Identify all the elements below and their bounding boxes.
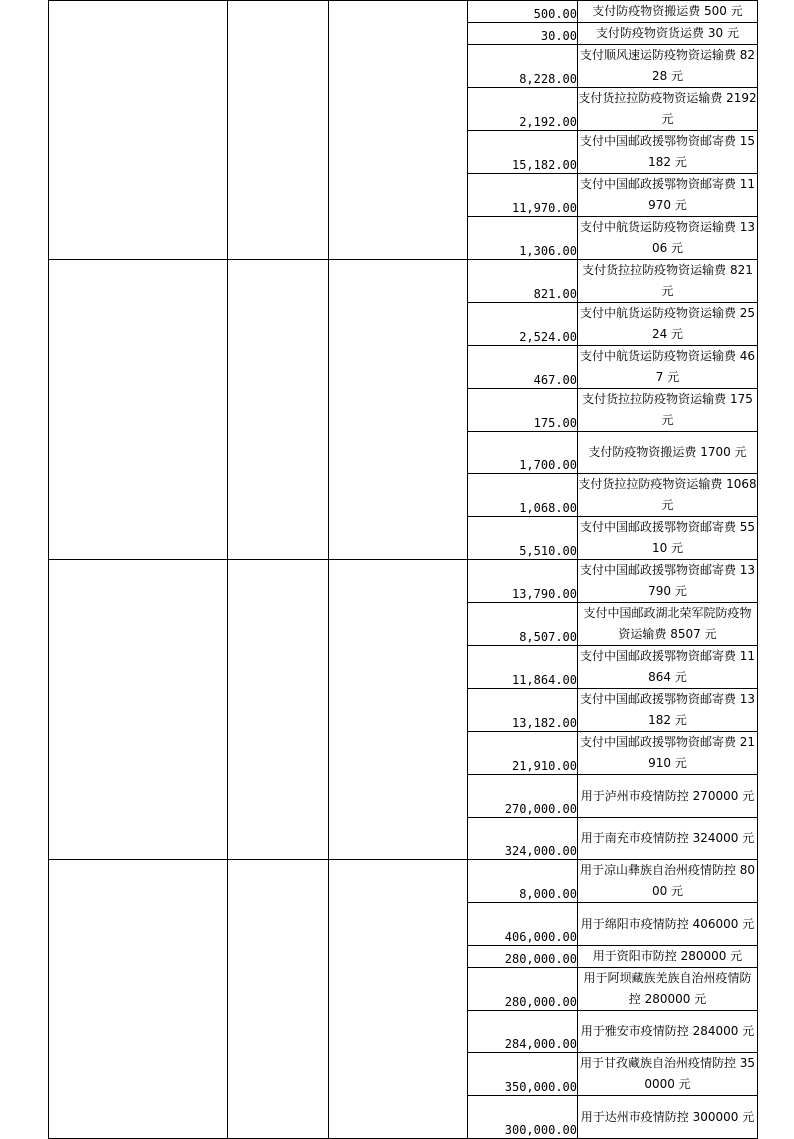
amount-cell: 8,507.00 — [468, 603, 578, 646]
blank-cell-c — [329, 1, 468, 260]
description-cell: 支付中国邮政援鄂物资邮寄费 11864 元 — [578, 646, 758, 689]
amount-cell: 30.00 — [468, 23, 578, 45]
description-cell: 支付中国邮政援鄂物资邮寄费 15182 元 — [578, 131, 758, 174]
amount-cell: 270,000.00 — [468, 775, 578, 818]
amount-cell: 467.00 — [468, 346, 578, 389]
description-cell: 支付货拉拉防疫物资运输费 821 元 — [578, 260, 758, 303]
description-cell: 支付中航货运防疫物资运输费 1306 元 — [578, 217, 758, 260]
description-cell: 支付货拉拉防疫物资运输费 1068 元 — [578, 474, 758, 517]
amount-cell: 15,182.00 — [468, 131, 578, 174]
description-cell: 支付中航货运防疫物资运输费 467 元 — [578, 346, 758, 389]
description-cell: 用于达州市疫情防控 300000 元 — [578, 1096, 758, 1139]
description-cell: 支付防疫物资货运费 30 元 — [578, 23, 758, 45]
amount-cell: 284,000.00 — [468, 1011, 578, 1053]
amount-cell: 821.00 — [468, 260, 578, 303]
description-cell: 支付中国邮政援鄂物资邮寄费 5510 元 — [578, 517, 758, 560]
table-row — [49, 260, 758, 303]
amount-cell: 500.00 — [468, 1, 578, 23]
description-cell: 支付防疫物资搬运费 500 元 — [578, 1, 758, 23]
blank-cell-b — [228, 560, 329, 860]
blank-cell-c — [329, 860, 468, 1139]
blank-cell-b — [228, 1, 329, 260]
table-row — [49, 860, 758, 903]
description-cell: 支付中航货运防疫物资运输费 2524 元 — [578, 303, 758, 346]
description-cell: 支付中国邮政援鄂物资邮寄费 13790 元 — [578, 560, 758, 603]
blank-cell-a — [49, 860, 228, 1139]
blank-cell-a — [49, 1, 228, 260]
amount-cell: 280,000.00 — [468, 946, 578, 968]
amount-cell: 280,000.00 — [468, 968, 578, 1011]
description-cell: 用于凉山彝族自治州疫情防控 8000 元 — [578, 860, 758, 903]
description-cell: 用于南充市疫情防控 324000 元 — [578, 818, 758, 860]
description-cell: 用于雅安市疫情防控 284000 元 — [578, 1011, 758, 1053]
amount-cell: 8,228.00 — [468, 45, 578, 88]
amount-cell: 13,182.00 — [468, 689, 578, 732]
description-cell: 支付中国邮政援鄂物资邮寄费 13182 元 — [578, 689, 758, 732]
amount-cell: 11,864.00 — [468, 646, 578, 689]
amount-cell: 1,068.00 — [468, 474, 578, 517]
blank-cell-c — [329, 560, 468, 860]
description-cell: 支付中国邮政援鄂物资邮寄费 21910 元 — [578, 732, 758, 775]
table-row — [49, 1, 758, 23]
description-cell: 支付防疫物资搬运费 1700 元 — [578, 432, 758, 474]
amount-cell: 13,790.00 — [468, 560, 578, 603]
description-cell: 用于绵阳市疫情防控 406000 元 — [578, 903, 758, 946]
amount-cell: 1,306.00 — [468, 217, 578, 260]
amount-cell: 8,000.00 — [468, 860, 578, 903]
amount-cell: 324,000.00 — [468, 818, 578, 860]
table-row — [49, 560, 758, 603]
blank-cell-b — [228, 860, 329, 1139]
description-cell: 支付顺风速运防疫物资运输费 8228 元 — [578, 45, 758, 88]
description-cell: 用于泸州市疫情防控 270000 元 — [578, 775, 758, 818]
description-cell: 支付货拉拉防疫物资运输费 175 元 — [578, 389, 758, 432]
description-cell: 支付货拉拉防疫物资运输费 2192 元 — [578, 88, 758, 131]
amount-cell: 2,192.00 — [468, 88, 578, 131]
description-cell: 用于甘孜藏族自治州疫情防控 350000 元 — [578, 1053, 758, 1096]
description-cell: 用于阿坝藏族羌族自治州疫情防控 280000 元 — [578, 968, 758, 1011]
blank-cell-a — [49, 560, 228, 860]
amount-cell: 2,524.00 — [468, 303, 578, 346]
amount-cell: 1,700.00 — [468, 432, 578, 474]
amount-cell: 11,970.00 — [468, 174, 578, 217]
description-cell: 用于资阳市防控 280000 元 — [578, 946, 758, 968]
amount-cell: 300,000.00 — [468, 1096, 578, 1139]
amount-cell: 5,510.00 — [468, 517, 578, 560]
blank-cell-c — [329, 260, 468, 560]
amount-cell: 350,000.00 — [468, 1053, 578, 1096]
blank-cell-b — [228, 260, 329, 560]
blank-cell-a — [49, 260, 228, 560]
amount-cell: 21,910.00 — [468, 732, 578, 775]
expense-table — [48, 0, 758, 1139]
description-cell: 支付中国邮政援鄂物资邮寄费 11970 元 — [578, 174, 758, 217]
amount-cell: 406,000.00 — [468, 903, 578, 946]
description-cell: 支付中国邮政湖北荣军院防疫物资运输费 8507 元 — [578, 603, 758, 646]
amount-cell: 175.00 — [468, 389, 578, 432]
